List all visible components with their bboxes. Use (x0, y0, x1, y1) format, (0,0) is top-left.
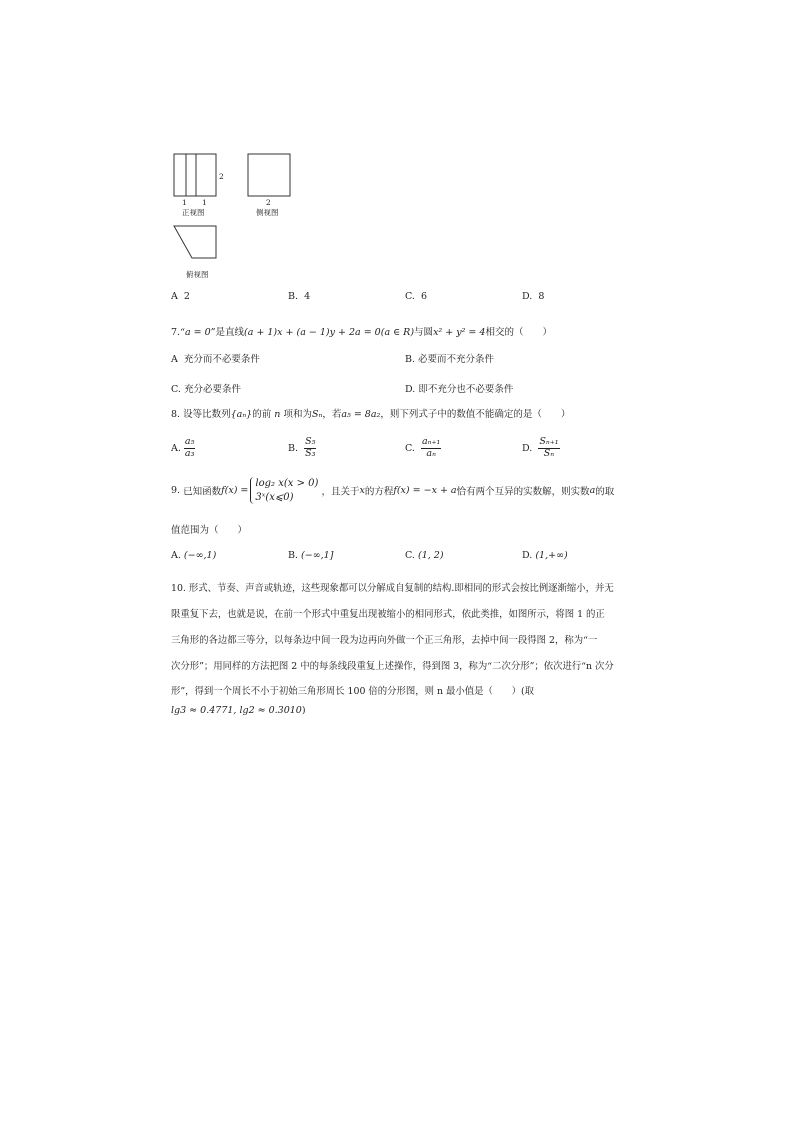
q8-option-a[interactable]: A. $\frac{\text{a₅}}{\text{a₃}}$ (171, 436, 195, 459)
front-view-label: 正视图 (182, 208, 205, 217)
top-view-label: 俯视图 (186, 270, 209, 279)
piecewise-function: log₂ x(x > 0) 3ˣ(x⩽0) (250, 477, 318, 504)
q10-line-4: 次分形”；用同样的方法把图 2 中的每条线段重复上述操作，得到图 3，称为“二次分形”；依次进行“n 次分 (171, 661, 614, 672)
q10-line-5: 形”，得到一个周长不小于初始三角形周长 100 倍的分形图，则 n 最小值是（ ）(取 (171, 686, 535, 697)
q6-option-b[interactable]: B. 4 (288, 291, 311, 302)
q9-option-a[interactable]: A. (−∞,1) (171, 550, 217, 561)
q9-line2: 值范围为（ ） (171, 525, 248, 536)
front-height: 2 (219, 172, 224, 181)
q10-line-6: lg3 ≈ 0.4771, lg2 ≈ 0.3010) (171, 705, 306, 716)
q10-line-1: 10. 形式、节奏、声音或轨迹，这些现象都可以分解成自复制的结构.即相同的形式会按比例逐渐缩小，并无 (171, 583, 614, 594)
q9-option-b[interactable]: B. (−∞,1] (288, 550, 334, 561)
q10-line-3: 三角形的各边都三等分，以每条边中间一段为边再向外做一个正三角形，去掉中间一段得图 2，称为“一 (171, 635, 598, 646)
q7-option-c[interactable]: C. 充分必要条件 (171, 384, 241, 395)
q6-option-a[interactable]: A 2 (171, 291, 190, 302)
q7-option-a[interactable]: A 充分而不必要条件 (171, 354, 260, 365)
q9-option-c[interactable]: C. (1, 2) (405, 550, 444, 561)
q7-option-b[interactable]: B. 必要而不充分条件 (405, 354, 495, 365)
top-view-outline (174, 226, 216, 258)
q9-option-d[interactable]: D. (1,+∞) (522, 550, 568, 561)
q8-stem: 8. 设等比数列{aₙ}的前 n 项和为Sₙ，若a₅ = 8a₂，则下列式子中的数值不能确定的是（ ） (171, 409, 571, 420)
q7-option-d[interactable]: D. 即不充分也不必要条件 (405, 384, 514, 395)
side-view-label: 侧视图 (256, 208, 279, 217)
side-view-outline (248, 154, 290, 196)
side-dim: 2 (266, 198, 271, 207)
q6-option-d[interactable]: D. 8 (522, 291, 545, 302)
q7-stem: 7.“a = 0”是直线(a + 1)x + (a − 1)y + 2a = 0(a ∈ R)与圆x² + y² = 4相交的（ ） (171, 327, 552, 338)
q10-line-2: 限重复下去，也就是说，在前一个形式中重复出现被缩小的相同形式，依此类推，如图所示，将图 1 的正 (171, 609, 605, 620)
front-dim-2: 1 (202, 198, 207, 207)
q6-option-c[interactable]: C. 6 (405, 291, 428, 302)
q8-option-c[interactable]: C. $\frac{\text{aₙ₊₁}}{\text{aₙ}}$ (405, 436, 441, 459)
front-dim-1: 1 (182, 198, 187, 207)
q8-option-d[interactable]: D. $\frac{\text{Sₙ₊₁}}{\text{Sₙ}}$ (522, 436, 559, 459)
q8-option-b[interactable]: B. $\frac{\text{S₅}}{\text{S₃}}$ (288, 436, 316, 459)
q9-stem: 9. 已知函数f(x) =log₂ x(x > 0) 3ˣ(x⩽0) ，且关于x的方程f(x) = −x + a恰有两个互异的实数解，则实数a的取 (171, 478, 615, 503)
front-view-outline (174, 154, 216, 196)
